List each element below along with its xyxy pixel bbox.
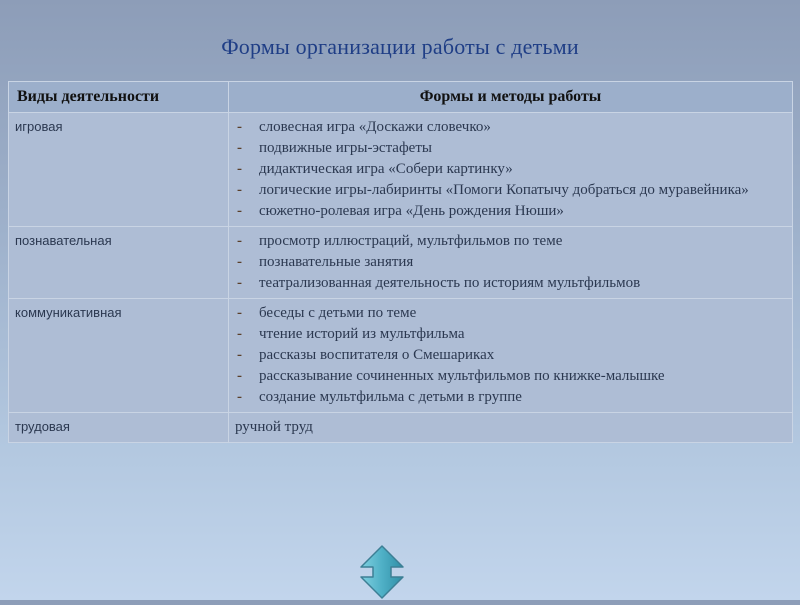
- activity-type-cell: познавательная: [9, 227, 229, 299]
- bullet-dash: -: [237, 305, 242, 321]
- activities-table: [8, 81, 793, 443]
- method-text: логические игры-лабиринты «Помоги Копатычу добраться до муравейника»: [259, 182, 749, 198]
- list-item: [235, 387, 786, 408]
- activity-type-cell: трудовая: [9, 413, 229, 443]
- bullet-dash: -: [237, 254, 242, 270]
- page-title: Формы организации работы с детьми: [221, 34, 579, 59]
- bullet-dash: -: [237, 203, 242, 219]
- methods-cell: [229, 113, 793, 227]
- table-row-labor: [9, 413, 793, 443]
- method-text: подвижные игры-эстафеты: [259, 140, 432, 156]
- method-text: рассказывание сочиненных мультфильмов по книжке-малышке: [259, 368, 665, 384]
- bullet-dash: -: [237, 326, 242, 342]
- method-text: беседы с детьми по теме: [259, 305, 417, 321]
- method-text: сюжетно-ролевая игра «День рождения Нюши»: [259, 203, 564, 219]
- column-header-activity-types: Виды деятельности: [9, 82, 229, 113]
- list-item: [235, 303, 786, 324]
- activity-type-cell: коммуникативная: [9, 299, 229, 413]
- methods-cell: [229, 299, 793, 413]
- method-text: познавательные занятия: [259, 254, 414, 270]
- bullet-dash: -: [237, 140, 242, 156]
- list-item: [235, 273, 786, 294]
- method-text: рассказы воспитателя о Смешариках: [259, 347, 495, 363]
- column-header-methods: Формы и методы работы: [229, 82, 793, 113]
- table-row-cognitive: [9, 227, 793, 299]
- list-item: [235, 324, 786, 345]
- bullet-dash: -: [237, 233, 242, 249]
- method-text: просмотр иллюстраций, мультфильмов по теме: [259, 233, 563, 249]
- up-down-arrow-icon[interactable]: [358, 544, 406, 600]
- bullet-dash: -: [237, 347, 242, 363]
- list-item: [235, 117, 786, 138]
- methods-list: [235, 117, 786, 222]
- list-item: [235, 180, 786, 201]
- method-text: чтение историй из мультфильма: [259, 326, 465, 342]
- method-text: словесная игра «Доскажи словечко»: [259, 119, 491, 135]
- methods-list: [235, 231, 786, 294]
- methods-cell: [229, 227, 793, 299]
- bullet-dash: -: [237, 182, 242, 198]
- table-header-row: [9, 82, 793, 113]
- bullet-dash: -: [237, 119, 242, 135]
- list-item: [235, 345, 786, 366]
- methods-list: [235, 303, 786, 408]
- method-text: дидактическая игра «Собери картинку»: [259, 161, 513, 177]
- bullet-dash: -: [237, 275, 242, 291]
- up-down-arrow-graphic: [358, 544, 406, 600]
- list-item: [235, 252, 786, 273]
- bullet-dash: -: [237, 389, 242, 405]
- method-text: театрализованная деятельность по историям мультфильмов: [259, 275, 641, 291]
- method-text: создание мультфильма с детьми в группе: [259, 389, 522, 405]
- activity-type-cell: игровая: [9, 113, 229, 227]
- list-item: [235, 366, 786, 387]
- list-item: [235, 201, 786, 222]
- table-row-communicative: [9, 299, 793, 413]
- table-row-play: [9, 113, 793, 227]
- list-item: [235, 231, 786, 252]
- list-item: [235, 138, 786, 159]
- bullet-dash: -: [237, 368, 242, 384]
- list-item: [235, 159, 786, 180]
- bullet-dash: -: [237, 161, 242, 177]
- methods-cell: ручной труд: [229, 413, 793, 443]
